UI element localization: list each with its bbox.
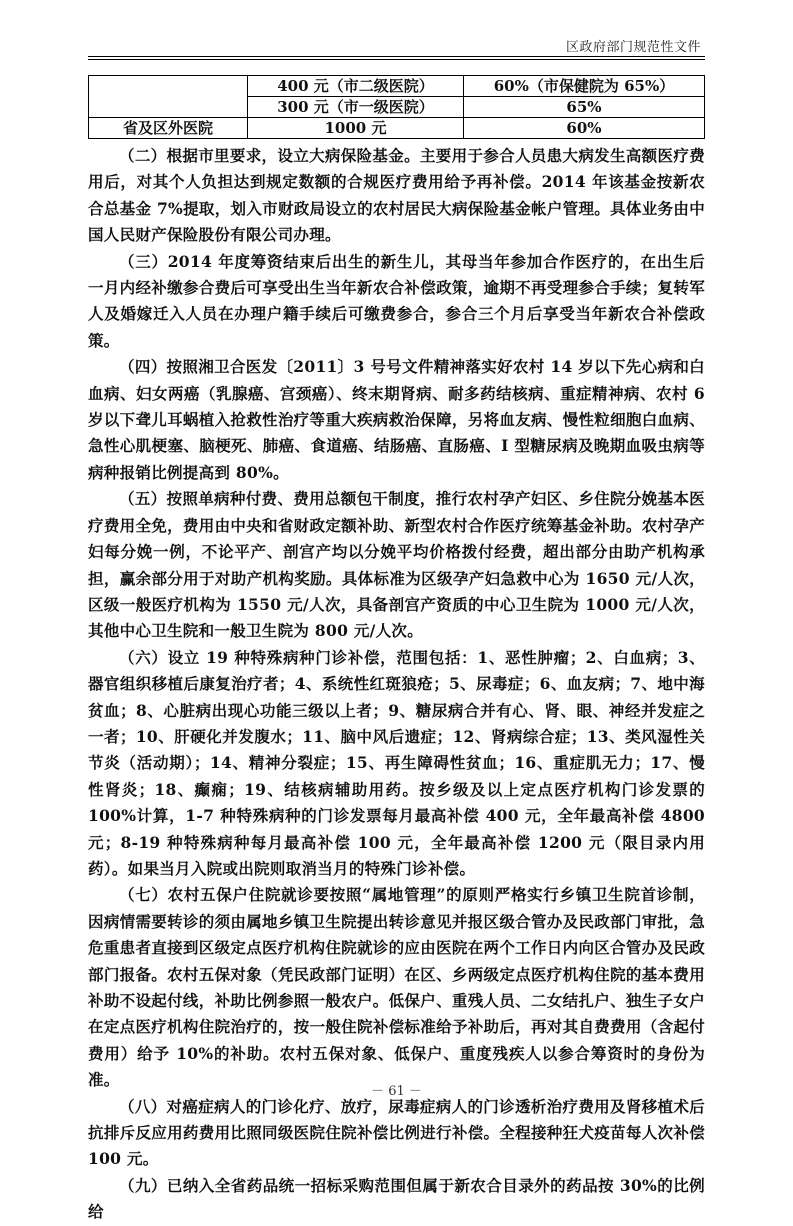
table-cell: 300 元（市一级医院） <box>248 97 464 118</box>
paragraph-section-2: （二）根据市里要求，设立大病保险基金。主要用于参合人员患大病发生高额医疗费用后，对其个人负担达到规定数额的合规医疗费用给予再补偿。2014 年该基金按新农合总基金 7%提取，划入市财政局设立的农村居民大病保险基金帐户管理。具体业务由中国人民财产保险股份有限公司办理。 <box>88 146 705 245</box>
table-row <box>89 118 705 139</box>
table-row <box>89 76 705 97</box>
table-cell <box>89 76 248 118</box>
paragraph-section-4: （四）按照湘卫合医发〔2011〕3 号号文件精神落实好农村 14 岁以下先心病和白血病、妇女两癌（乳腺癌、宫颈癌）、终末期肾病、耐多药结核病、重症精神病、农村 6 岁以下聋儿耳蜗植入抢救性治疗等重大疾病救治保障，另将血友病、慢性粒细胞白血病、急性心肌梗塞、脑梗死、肺癌、食道癌、结肠癌、直肠癌、I 型糖尿病及晚期血吸虫病等病种报销比例提高到 80%。 <box>88 357 705 482</box>
paragraph-section-8: （八）对癌症病人的门诊化疗、放疗，尿毒症病人的门诊透析治疗费用及肾移植术后抗排斥反应用药费用比照同级医院住院补偿比例进行补偿。全程接种狂犬疫苗每人次补偿 100 元。 <box>88 1096 705 1169</box>
table-cell: 60%（市保健院为 65%） <box>464 76 705 97</box>
table-cell: 省及区外医院 <box>89 118 248 139</box>
page-header-title: 区政府部门规范性文件 <box>565 40 701 55</box>
page-number: － 61 － <box>371 1084 422 1099</box>
paragraph-section-5: （五）按照单病种付费、费用总额包干制度，推行农村孕产妇区、乡住院分娩基本医疗费用全免，费用由中央和省财政定额补助、新型农村合作医疗统筹基金补助。农村孕产妇每分娩一例，不论平产、剖宫产均以分娩平均价格拨付经费，超出部分由助产机构承担，赢余部分用于对助产机构奖励。具体标准为区级孕产妇急救中心为 1650 元/人次，区级一般医疗机构为 1550 元/人次，具备剖宫产资质的中心卫生院为 1000 元/人次，其他中心卫生院和一般卫生院为 800 元/人次。 <box>88 489 705 641</box>
paragraph-section-6: （六）设立 19 种特殊病种门诊补偿，范围包括：1、恶性肿瘤；2、白血病；3、器官组织移植后康复治疗者；4、系统性红斑狼疮；5、尿毒症；6、血友病；7、地中海贫血；8、心脏病出现心功能三级以上者；9、糖尿病合并有心、肾、眼、神经并发症之一者；10、肝硬化并发腹水；11、脑中风后遗症；12、肾病综合症；13、类风湿性关节炎（活动期）；14、精神分裂症；15、再生障碍性贫血；16、重症肌无力；17、慢性肾炎；18、癫痫；19、结核病辅助用药。按乡级及以上定点医疗机构门诊发票的 100%计算，1-7 种特殊病种的门诊发票每月最高补偿 400 元，全年最高补偿 4800 元；8-19 种特殊病种每月最高补偿 100 元，全年最高补偿 1200 元（限目录内用药）。如果当月入院或出院则取消当月的特殊门诊补偿。 <box>88 647 705 878</box>
paragraph-section-9: （九）已纳入全省药品统一招标采购范围但属于新农合目录外的药品按 30%的比例给 <box>88 1175 705 1222</box>
table-cell: 60% <box>464 118 705 139</box>
reimbursement-table <box>88 75 705 139</box>
header-rule <box>88 56 705 57</box>
paragraph-section-3: （三）2014 年度筹资结束后出生的新生儿，其母当年参加合作医疗的，在出生后一月内经补缴参合费后可享受出生当年新农合补偿政策，逾期不再受理参合手续；复转军人及婚嫁迁入人员在办理户籍手续后可缴费参合，参合三个月后享受当年新农合补偿政策。 <box>88 251 705 350</box>
header-rule-secondary <box>88 59 705 60</box>
table-cell: 65% <box>464 97 705 118</box>
table-cell: 400 元（市二级医院） <box>248 76 464 97</box>
table-cell: 1000 元 <box>248 118 464 139</box>
document-body <box>88 143 705 1226</box>
paragraph-section-7: （七）农村五保户住院就诊要按照“属地管理”的原则严格实行乡镇卫生院首诊制，因病情需要转诊的须由属地乡镇卫生院提出转诊意见并报区级合管办及民政部门审批，急危重患者直接到区级定点医疗机构住院就诊的应由医院在两个工作日内向区合管办及民政部门报备。农村五保对象（凭民政部门证明）在区、乡两级定点医疗机构住院的基本费用补助不设起付线，补助比例参照一般农户。低保户、重残人员、二女结扎户、独生子女户在定点医疗机构住院治疗的，按一般住院补偿标准给予补助后，再对其自费费用（含起付费用）给予 10%的补助。农村五保对象、低保户、重度残疾人以参合筹资时的身份为准。 <box>88 885 705 1090</box>
